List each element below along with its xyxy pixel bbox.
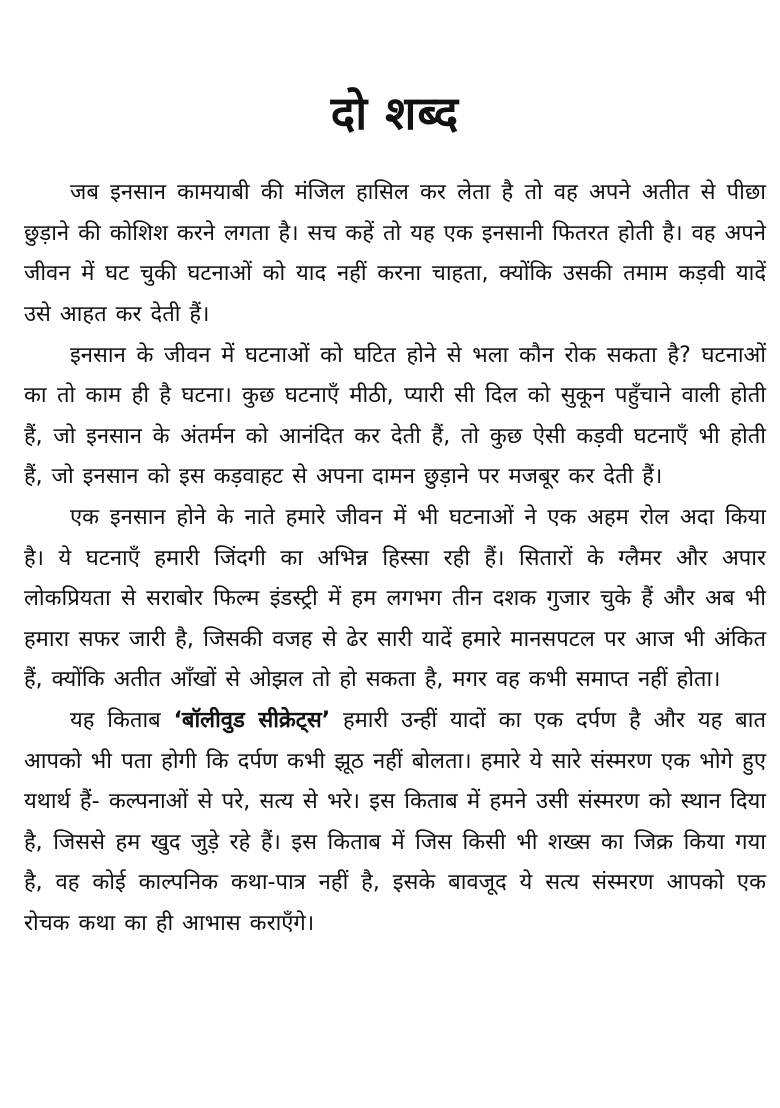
paragraph-2: इनसान के जीवन में घटनाओं को घटित होने से भला कौन रोक सकता है? घटनाओं का तो काम ही है घटना। कुछ घटनाएँ मीठी, प्यारी सी दिल को सुकून पहुँचाने वाली होती हैं, जो इनसान के अंतर्मन को आनंदित कर देती हैं, तो कुछ ऐसी कड़वी घटनाएँ भी होती हैं, जो इनसान को इस कड़वाहट से अपना दामन छुड़ाने पर मजबूर कर देती हैं। [24,342,766,490]
book-title: ‘बॉलीवुड सीक्रेट्स’ [173,707,331,733]
paragraph-4-rest: हमारी उन्हीं यादों का एक दर्पण है और यह बात आपको भी पता होगी कि दर्पण कभी झूठ नहीं बोलता। हमारे ये सारे संस्मरण एक भोगे हुए यथार्थ हैं- कल्पनाओं से परे, सत्य से भरे। इस किताब में हमने उसी संस्मरण को स्थान दिया है, जिससे हम खुद जुड़े रहे हैं। इस किताब में जिस किसी भी शख्स का जिक्र किया गया है, वह कोई काल्पनिक कथा-पात्र नहीं है, इसके बावजूद ये सत्य संस्मरण आपको एक रोचक कथा का ही आभास कराएँगे। [24,707,766,936]
paragraph-4 [24,701,766,945]
paragraph-3: एक इनसान होने के नाते हमारे जीवन में भी घटनाओं ने एक अहम रोल अदा किया है। ये घटनाएँ हमारी जिंदगी का अभिन्न हिस्सा रही हैं। सितारों के ग्लैमर और अपार लोकप्रियता से सराबोर फिल्म इंडस्ट्री में हम लगभग तीन दशक गुजार चुके हैं और अब भी हमारा सफर जारी है, जिसकी वजह से ढेर सारी यादें हमारे मानसपटल पर आज भी अंकित हैं, क्योंकि अतीत आँखों से ओझल तो हो सकता है, मगर वह कभी समाप्त नहीं होता। [24,504,766,693]
paragraph-1: जब इनसान कामयाबी की मंजिल हासिल कर लेता है तो वह अपने अतीत से पीछा छुड़ाने की कोशिश करने लगता है। सच कहें तो यह एक इनसानी फितरत होती है। वह अपने जीवन में घट चुकी घटनाओं को याद नहीं करना चाहता, क्योंकि उसकी तमाम कड़वी यादें उसे आहत कर देती हैं। [24,180,766,327]
page-title: दो शब्द [330,86,460,140]
paragraph-4-lead: यह किताब [70,707,174,733]
